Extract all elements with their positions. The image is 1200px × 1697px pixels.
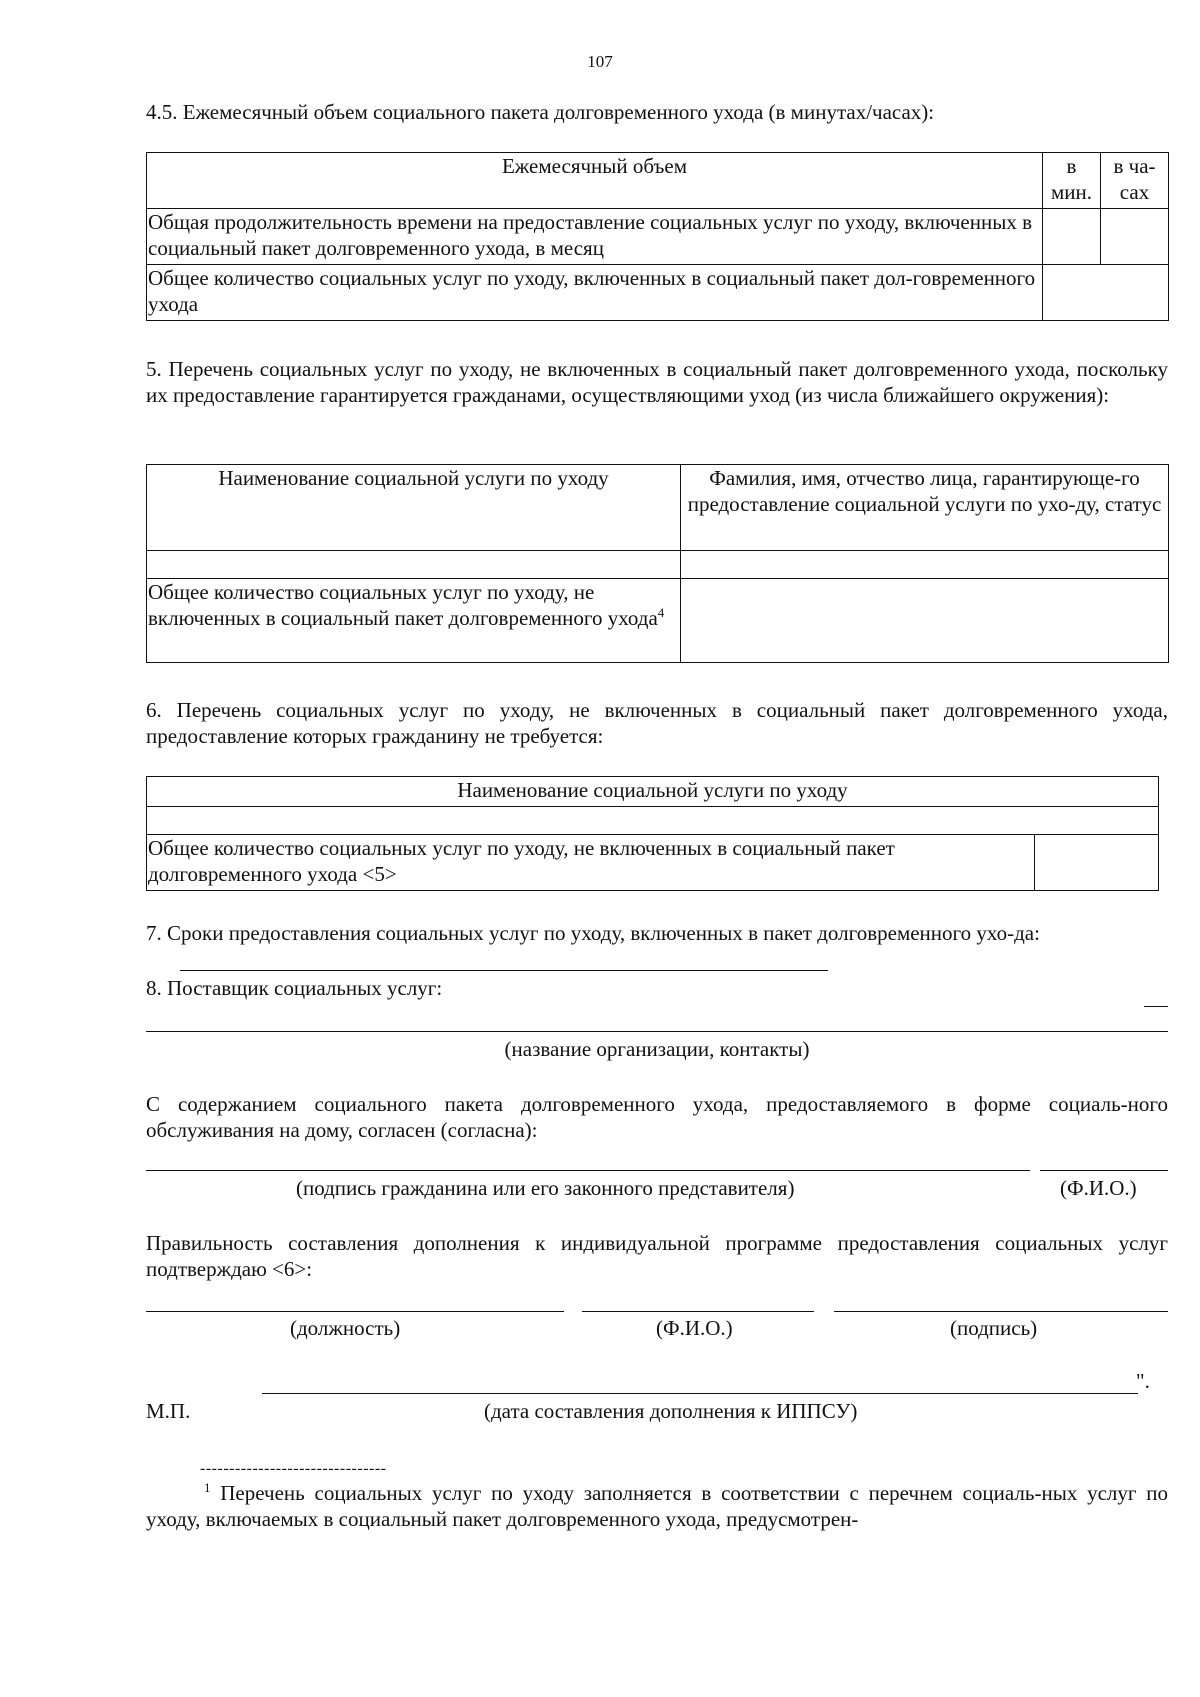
citizen-fio-line[interactable] — [1040, 1170, 1168, 1171]
cell-duration-hours[interactable] — [1101, 209, 1169, 265]
footnote-separator: -------------------------------- — [200, 1460, 387, 1477]
col-minutes: в мин. — [1043, 153, 1101, 209]
provider-line[interactable] — [146, 1031, 1168, 1032]
not-required-services-table — [146, 776, 1159, 891]
terms-line[interactable] — [180, 970, 828, 971]
footnote-number: 1 — [204, 1480, 211, 1495]
section-8-text: 8. Поставщик социальных услуг: — [146, 976, 443, 1000]
cell-total-count[interactable] — [1043, 265, 1169, 321]
officer-signature-line[interactable] — [834, 1311, 1168, 1312]
cell-not-required-total[interactable] — [1035, 835, 1159, 891]
provider-line-end — [1144, 1006, 1168, 1007]
section-5-heading: 5. Перечень социальных услуг по уходу, не включенных в социальный пакет долговременного ухода, поскольку их предоставление гарантируется гражданами, осуществляющими уход (из числа ближайшего окружения): — [146, 357, 1168, 407]
row-not-required-total: Общее количество социальных услуг по уходу, не включенных в социальный пакет долговременного ухода <5> — [147, 835, 1035, 891]
date-line[interactable] — [262, 1393, 1138, 1394]
footnote-1 — [146, 1480, 1168, 1532]
section-7-text: 7. Сроки предоставления социальных услуг по уходу, включенных в пакет долговременного ухо-да: — [146, 921, 1040, 945]
guaranteed-services-table — [146, 464, 1169, 663]
row-total-count: Общее количество социальных услуг по уходу, включенных в социальный пакет дол-говременного ухода — [147, 265, 1043, 321]
cell-guarantor-empty[interactable] — [681, 551, 1169, 579]
citizen-signature-caption: (подпись гражданина или его законного представителя) — [296, 1176, 795, 1200]
col-guarantor: Фамилия, имя, отчество лица, гарантирующе-го предоставление социальной услуги по ухо-ду, статус — [681, 465, 1169, 551]
citizen-signature-line[interactable] — [146, 1170, 1030, 1171]
consent-text: С содержанием социального пакета долговременного ухода, предоставляемого в форме социаль-ного обслуживания на дому, согласен (согласна): — [146, 1092, 1168, 1142]
date-caption: (дата составления дополнения к ИППСУ) — [484, 1399, 858, 1423]
provider-caption: (название организации, контакты) — [504, 1037, 810, 1061]
section-6-heading: 6. Перечень социальных услуг по уходу, не включенных в социальный пакет долговременного ухода, предоставление которых гражданину не требуется: — [146, 698, 1168, 748]
citizen-fio-caption: (Ф.И.О.) — [1060, 1176, 1137, 1200]
cell-service-name-empty[interactable] — [147, 551, 681, 579]
col-service-name-2: Наименование социальной услуги по уходу — [147, 777, 1159, 807]
row-total-duration: Общая продолжительность времени на предоставление социальных услуг по уходу, включенных в социальный пакет долговременного ухода, в месяц — [147, 209, 1043, 265]
position-line[interactable] — [146, 1311, 564, 1312]
page-number: 107 — [587, 52, 613, 71]
section-4-5-heading: 4.5. Ежемесячный объем социального пакета долговременного ухода (в минутах/часах): — [146, 100, 935, 124]
col-service-name: Наименование социальной услуги по уходу — [147, 465, 681, 551]
guaranteed-total-label: Общее количество социальных услуг по уходу, не включенных в социальный пакет долговременного ухода — [148, 580, 658, 630]
date-closing-quote: ". — [1136, 1369, 1150, 1393]
footnote-text: Перечень социальных услуг по уходу заполняется в соответствии с перечнем социаль-ных услуг по уходу, включаемых в социальный пакет долговременного ухода, предусмотрен- — [146, 1481, 1168, 1531]
cell-duration-minutes[interactable] — [1043, 209, 1101, 265]
stamp-mark: М.П. — [146, 1399, 191, 1423]
position-caption: (должность) — [290, 1316, 401, 1340]
col-hours: в ча-сах — [1101, 153, 1169, 209]
confirmation-text: Правильность составления дополнения к индивидуальной программе предоставления социальных услуг подтверждаю <6>: — [146, 1231, 1168, 1281]
cell-guaranteed-total[interactable] — [681, 579, 1169, 663]
monthly-volume-table — [146, 152, 1169, 321]
officer-fio-line[interactable] — [582, 1311, 814, 1312]
cell-service-empty-2[interactable] — [147, 807, 1159, 835]
col-monthly-volume: Ежемесячный объем — [147, 153, 1043, 209]
officer-fio-caption: (Ф.И.О.) — [656, 1316, 733, 1340]
footnote-ref-4: 4 — [657, 605, 665, 620]
officer-signature-caption: (подпись) — [950, 1316, 1038, 1340]
row-guaranteed-total — [147, 579, 681, 663]
